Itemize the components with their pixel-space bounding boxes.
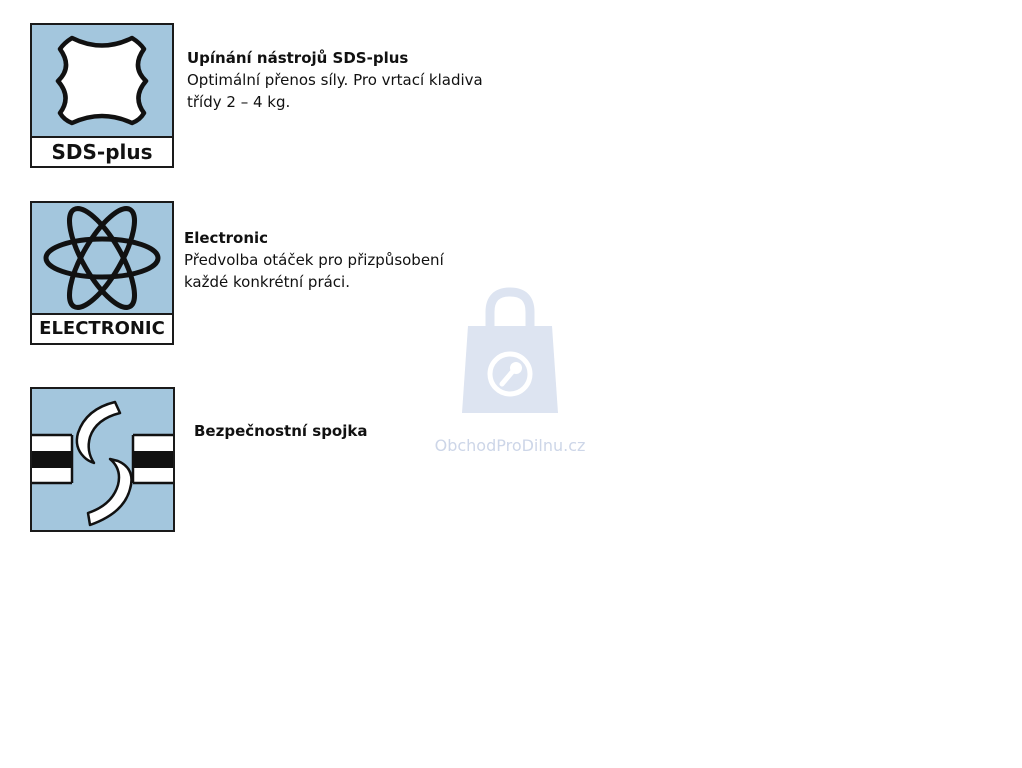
feature-title: Bezpečnostní spojka	[194, 422, 368, 440]
atom-icon	[32, 203, 172, 313]
sds-plus-caption: SDS-plus	[32, 136, 172, 166]
feature-title: Electronic	[184, 229, 269, 247]
feature-electronic	[184, 227, 524, 293]
electronic-caption: ELECTRONIC	[32, 313, 172, 343]
safety-clutch-icon	[30, 387, 175, 532]
watermark-text: ObchodProDilnu.cz	[434, 436, 586, 455]
clutch-symbol-icon	[32, 389, 173, 530]
shopping-bag-wrench-icon	[460, 286, 560, 416]
sds-plus-chuck-icon	[32, 25, 172, 136]
feature-title: Upínání nástrojů SDS-plus	[187, 49, 409, 67]
electronic-icon	[30, 201, 174, 345]
watermark	[420, 286, 600, 466]
feature-sds-plus	[187, 47, 527, 113]
sds-plus-icon	[30, 23, 174, 168]
feature-description: Předvolba otáček pro přizpůsobení každé konkrétní práci.	[184, 251, 444, 291]
feature-description: Optimální přenos síly. Pro vrtací kladiva třídy 2 – 4 kg.	[187, 71, 483, 111]
